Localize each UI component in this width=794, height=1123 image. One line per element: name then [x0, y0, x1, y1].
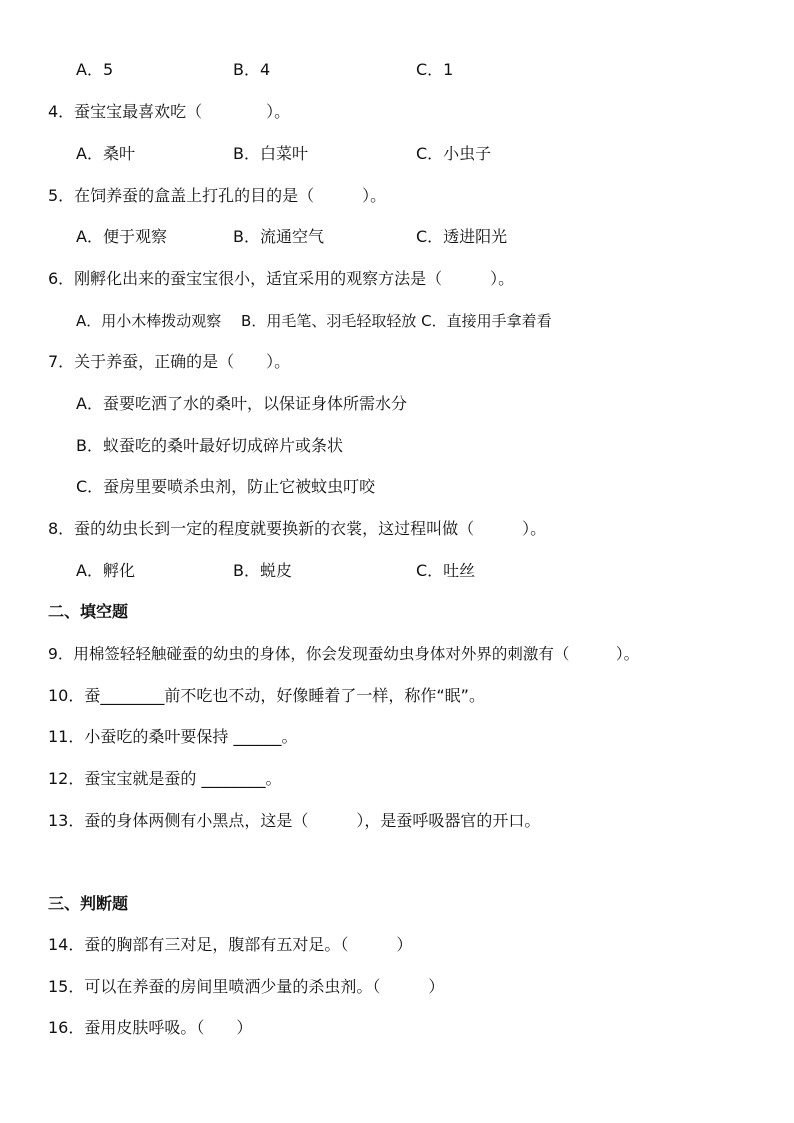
section-fill-in-title: 二、填空题 [48, 602, 129, 621]
q5-option-a: A．便于观察 [76, 227, 167, 246]
q5-option-b: B．流通空气 [233, 227, 324, 246]
q15: 15．可以在养蚕的房间里喷洒少量的杀虫剂。（ ） [48, 977, 445, 996]
q3-option-b: B．4 [233, 60, 271, 79]
q16: 16．蚕用皮肤呼吸。（ ） [48, 1018, 253, 1037]
q4-option-c: C．小虫子 [416, 144, 492, 163]
q10: 10．蚕________前不吃也不动，好像睡着了一样，称作“眠”。 [48, 686, 485, 705]
q8-option-c: C．吐丝 [416, 561, 476, 580]
q8-option-a: A．孵化 [76, 561, 135, 580]
q7-option-b: B．蚁蚕吃的桑叶最好切成碎片或条状 [76, 436, 343, 455]
q8-stem: 8．蚕的幼虫长到一定的程度就要换新的衣裳，这过程叫做（ ）。 [48, 519, 547, 538]
q9: 9．用棉签轻轻触碰蚕的幼虫的身体，你会发现蚕幼虫身体对外界的刺激有（ ）。 [48, 645, 640, 663]
q7-stem: 7．关于养蚕，正确的是（ ）。 [48, 352, 291, 371]
q6-options: A．用小木棒拨动观察 B．用毛笔、羽毛轻取轻放 C．直接用手拿着看 [76, 312, 552, 330]
q5-stem: 5．在饲养蚕的盒盖上打孔的目的是（ ）。 [48, 186, 387, 205]
q4-option-a: A．桑叶 [76, 144, 135, 163]
q8-option-b: B．蜕皮 [233, 561, 292, 580]
q12: 12．蚕宝宝就是蚕的 ________。 [48, 769, 282, 788]
q5-option-c: C．透进阳光 [416, 227, 508, 246]
q13: 13．蚕的身体两侧有小黑点，这是（ ），是蚕呼吸器官的开口。 [48, 811, 541, 830]
q7-option-a: A．蚕要吃洒了水的桑叶，以保证身体所需水分 [76, 394, 407, 413]
q11: 11．小蚕吃的桑叶要保持 ______。 [48, 727, 298, 746]
q4-stem: 4．蚕宝宝最喜欢吃（ ）。 [48, 102, 291, 121]
q3-option-c: C．1 [416, 60, 454, 79]
q4-option-b: B．白菜叶 [233, 144, 308, 163]
q6-stem: 6．刚孵化出来的蚕宝宝很小，适宜采用的观察方法是（ ）。 [48, 269, 515, 288]
q7-option-c: C．蚕房里要喷杀虫剂，防止它被蚊虫叮咬 [76, 477, 376, 496]
q3-option-a: A．5 [76, 60, 114, 79]
section-true-false-title: 三、判断题 [48, 894, 129, 913]
q14: 14．蚕的胸部有三对足，腹部有五对足。（ ） [48, 935, 413, 954]
